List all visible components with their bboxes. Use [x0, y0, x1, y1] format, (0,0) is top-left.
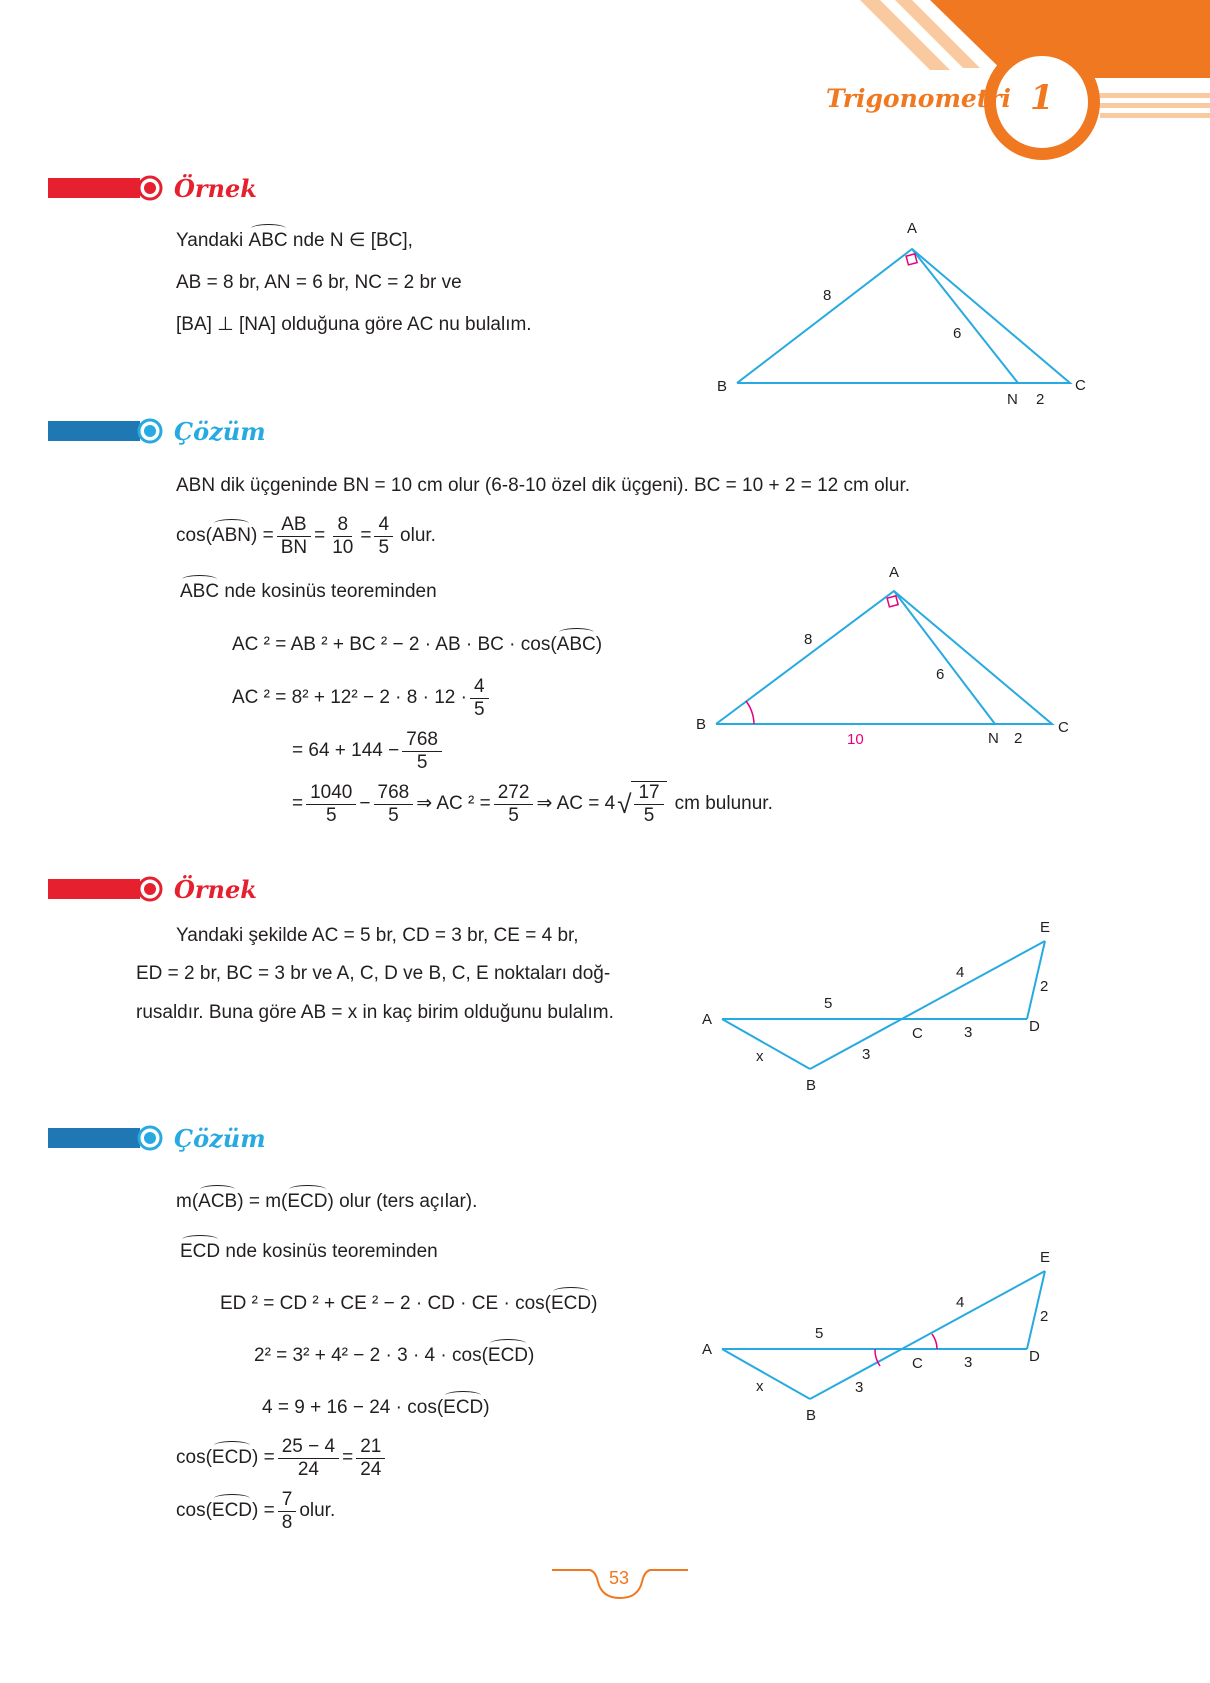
unit-number: 1 — [1030, 78, 1054, 118]
target-icon — [136, 418, 168, 446]
solution-bar — [48, 1128, 140, 1148]
example-bar — [48, 879, 140, 899]
svg-text:3: 3 — [964, 1354, 973, 1371]
solution1-line1: ABN dik üçgeninde BN = 10 cm olur (6-8-10 özel dik üçgeni). BC = 10 + 2 = 12 cm olur. — [176, 475, 910, 496]
example2-line1: Yandaki şekilde AC = 5 br, CD = 3 br, CE = 4 br, — [176, 925, 579, 946]
solution2-eq3: 4 = 9 + 16 − 24 · cos(ECD) — [262, 1397, 490, 1418]
solution2-eq2: 2² = 3² + 4² − 2 · 3 · 4 · cos(ECD) — [254, 1345, 535, 1366]
label-nc: 2 — [1036, 391, 1045, 408]
angle-ecd-arc — [932, 1334, 937, 1349]
segment-ab — [722, 1019, 810, 1069]
segment-an — [894, 591, 995, 724]
example1-figure — [700, 215, 1100, 415]
solution1-cos-abn: cos( ABN ) = $\frac{AB}{BN}$ = $\frac{8}{10}$ = $\frac{4}{5}$ olur. — [176, 513, 436, 558]
label-ab: 8 — [823, 287, 832, 304]
svg-text:5: 5 — [824, 995, 833, 1012]
example-label: Örnek — [174, 174, 257, 203]
solution1-eq2: AC ² = 8² + 12² − 2 · 8 · 12 · $\frac{4}{5}$ — [232, 673, 492, 723]
svg-text:2: 2 — [1014, 730, 1023, 747]
example2-line2: ED = 2 br, BC = 3 br ve A, C, D ve B, C, E noktaları doğ- — [136, 963, 611, 984]
svg-text:C: C — [912, 1355, 923, 1372]
segment-an — [912, 249, 1018, 383]
page-number: 53 — [609, 1568, 630, 1588]
example2-line3: rusaldır. Buna göre AB = x in kaç birim olduğunu bulalım. — [136, 1002, 614, 1023]
svg-text:10: 10 — [847, 731, 864, 748]
right-angle-mark — [906, 254, 917, 265]
svg-text:5: 5 — [815, 1325, 824, 1342]
svg-text:E: E — [1040, 919, 1051, 936]
svg-text:8: 8 — [804, 631, 813, 648]
svg-text:B: B — [806, 1077, 817, 1094]
svg-text:x: x — [756, 1378, 764, 1395]
solution2-line1: m(ACB) = m(ECD) olur (ters açılar). — [176, 1191, 478, 1212]
solution-bar — [48, 421, 140, 441]
target-icon — [136, 1125, 168, 1153]
label-n: N — [1007, 391, 1018, 408]
label-a: A — [907, 220, 918, 237]
svg-text:B: B — [806, 1407, 817, 1424]
solution1-eq3: = 64 + 144 − $\frac{768}{5}$ — [292, 726, 445, 776]
label-c: C — [1075, 377, 1086, 394]
target-icon — [136, 876, 168, 904]
solution2-figure — [690, 1245, 1100, 1425]
solution1-eq4: = $\frac{1040}{5}$ − $\frac{768}{5}$ ⇒ AC ² = $\frac{272}{5}$ ⇒ AC = 4 √ 17 5 cm bulunur. — [292, 781, 773, 826]
header-decoration — [0, 0, 1210, 170]
chapter-title: Trigonometri — [826, 84, 1012, 113]
triangle-abc — [737, 249, 1070, 383]
svg-text:D: D — [1029, 1018, 1040, 1035]
svg-text:2: 2 — [1040, 978, 1049, 995]
solution1-figure — [690, 566, 1100, 756]
triangle-abc-notation: ABC — [248, 230, 288, 251]
example1-line1: Yandaki ABC nde N ∈ [BC], — [176, 230, 413, 251]
target-icon — [136, 175, 168, 203]
solution2-line2: ECD nde kosinüs teoreminden — [180, 1241, 438, 1262]
solution-label: Çözüm — [174, 417, 266, 446]
svg-text:N: N — [988, 730, 999, 747]
solution-label: Çözüm — [174, 1124, 266, 1153]
example-label: Örnek — [174, 875, 257, 904]
svg-text:E: E — [1040, 1249, 1051, 1266]
example2-figure — [690, 915, 1100, 1095]
svg-text:B: B — [696, 716, 707, 733]
segment-be — [810, 941, 1045, 1069]
angle-b-arc — [746, 701, 754, 724]
solution1-line3: ABC nde kosinüs teoreminden — [180, 581, 437, 602]
label-b: B — [717, 378, 728, 395]
svg-text:3: 3 — [862, 1046, 871, 1063]
svg-text:D: D — [1029, 1348, 1040, 1365]
example-bar — [48, 178, 140, 198]
svg-text:6: 6 — [936, 666, 945, 683]
svg-text:3: 3 — [855, 1379, 864, 1396]
svg-text:A: A — [702, 1341, 713, 1358]
svg-text:4: 4 — [956, 1294, 965, 1311]
svg-text:2: 2 — [1040, 1308, 1049, 1325]
label-an: 6 — [953, 325, 962, 342]
example1-line2: AB = 8 br, AN = 6 br, NC = 2 br ve — [176, 272, 462, 293]
triangle-abc — [716, 591, 1052, 724]
svg-text:A: A — [889, 566, 900, 581]
solution2-eq5: cos( ECD ) = $\frac{7}{8}$ olur. — [176, 1488, 336, 1533]
svg-text:C: C — [912, 1025, 923, 1042]
svg-text:C: C — [1058, 719, 1069, 736]
solution2-eq4: cos( ECD ) = $\frac{25 - 4}{24}$ = $\frac{21}{24}$ — [176, 1433, 388, 1483]
svg-text:4: 4 — [956, 964, 965, 981]
solution1-eq1: AC ² = AB ² + BC ² − 2 · AB · BC · cos(ABC) — [232, 634, 603, 655]
svg-text:x: x — [756, 1048, 764, 1065]
svg-text:A: A — [702, 1011, 713, 1028]
example1-line3: [BA] ⊥ [NA] olduğuna göre AC nu bulalım. — [176, 314, 532, 335]
solution2-eq1: ED ² = CD ² + CE ² − 2 · CD · CE · cos(ECD) — [220, 1293, 598, 1314]
svg-text:3: 3 — [964, 1024, 973, 1041]
right-angle-mark — [887, 596, 898, 607]
